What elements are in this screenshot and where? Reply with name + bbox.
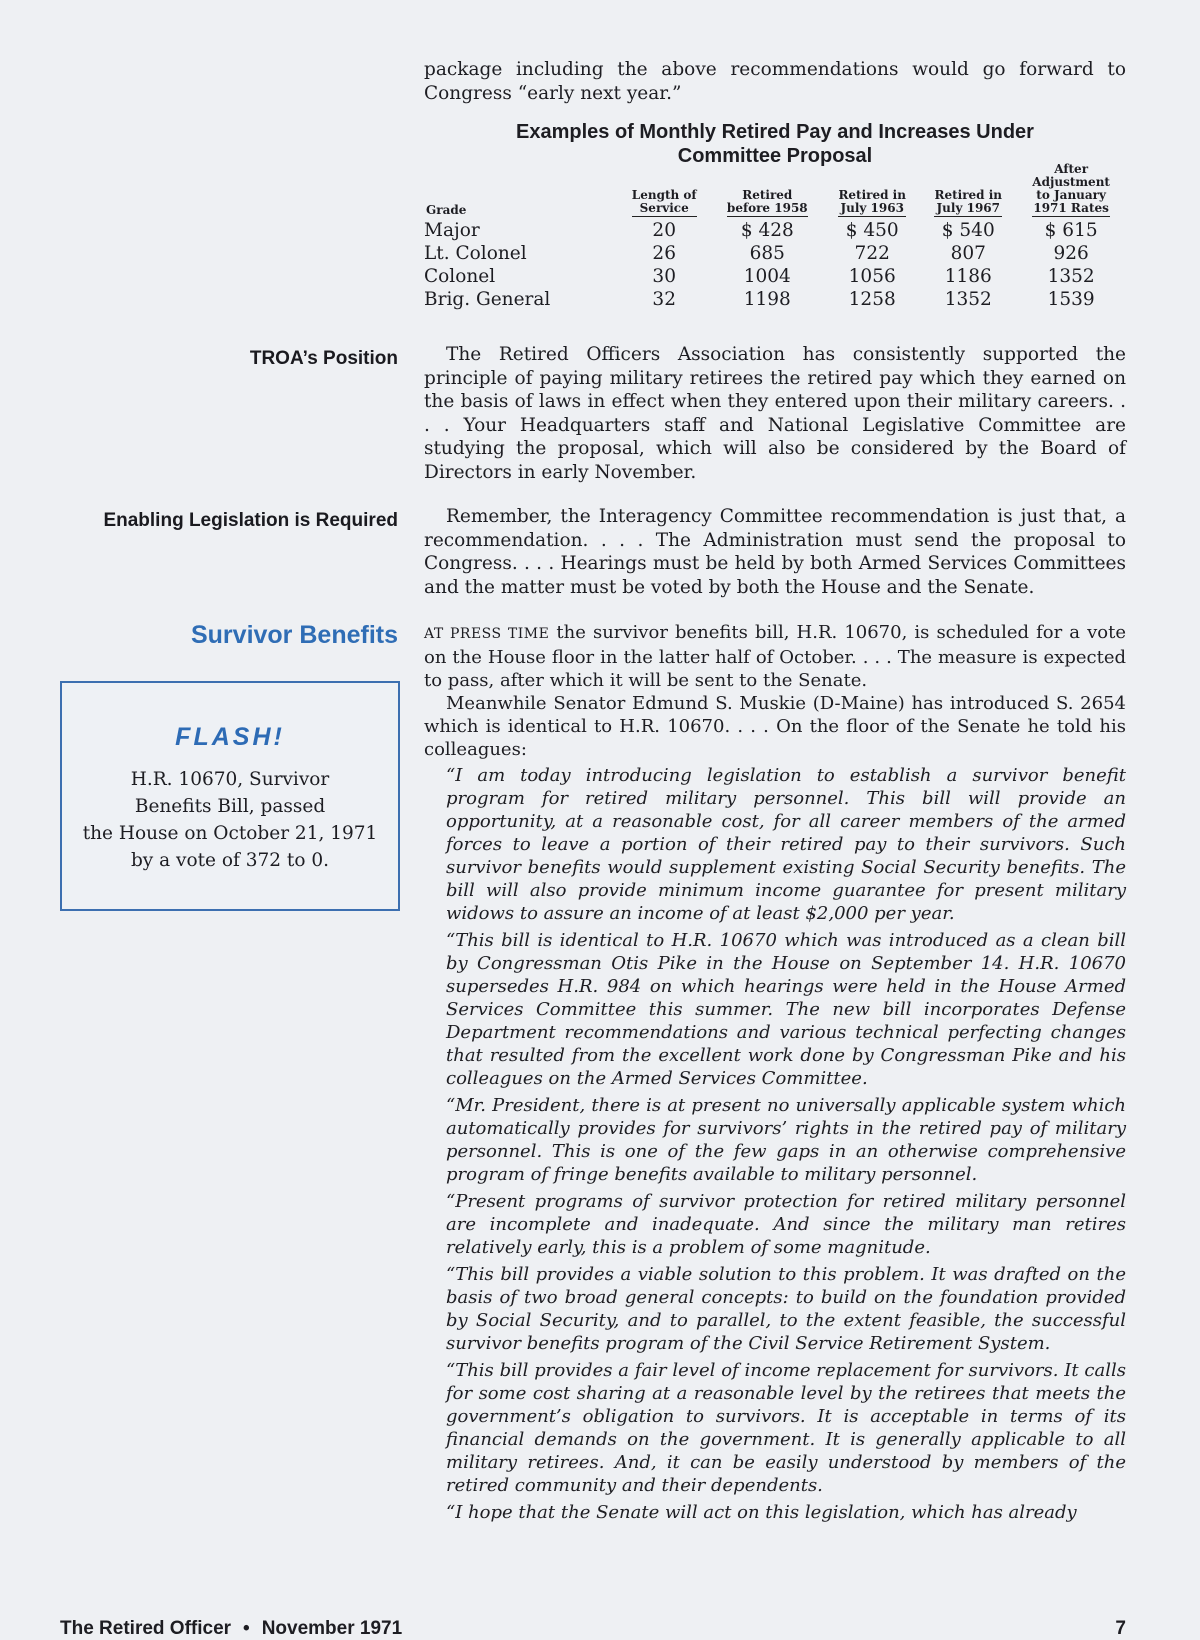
header-grade: Grade — [426, 203, 467, 217]
quote-paragraph: “I hope that the Senate will act on this legislation, which has already — [446, 1502, 1077, 1523]
cell-grade: Lt. Colonel — [424, 243, 527, 264]
cell-r63: 1056 — [848, 266, 896, 287]
troa-position-section — [424, 343, 1126, 484]
table-row — [424, 219, 1126, 242]
table-title-line1: Examples of Monthly Retired Pay and Increases Under — [516, 121, 1034, 143]
issue-date: November 1971 — [261, 1618, 403, 1639]
enabling-legislation-section — [424, 505, 1126, 599]
troa-position-text: The Retired Officers Association has consistently supported the principle of paying military retirees the retired pay which they earned on the basis of laws in effect when they entered upon their military careers. . . . Your Headquarters staff and National Legislative Committee are studying the proposal, which will also be considered by the Board of Directors in early November. — [424, 344, 1126, 483]
enabling-legislation-text: Remember, the Interagency Committee recommendation is just that, a recommendation. . . . The Administration must send the proposal to Congress. . . . Hearings must be held by both Armed Services Committees and the matter must be voted by both the House and the Senate. — [424, 506, 1126, 598]
cell-r67: 1352 — [944, 289, 992, 310]
cell-service: 32 — [652, 289, 676, 310]
publication-name: The Retired Officer — [60, 1618, 232, 1639]
intro-text: package including the above recommendations would go forward to Congress “early next year.” — [424, 59, 1126, 104]
retired-pay-table — [424, 163, 1126, 311]
quote-paragraph: “This bill provides a viable solution to this problem. It was drafted on the basis of two broad general concepts: to build on the foundation provided by Social Security, and to parallel, to the extent feasible, the successful survivor benefits program of the Civil Service Retirement System. — [446, 1264, 1126, 1354]
page-number: 7 — [1115, 1618, 1126, 1639]
cell-r58: $ 428 — [740, 220, 794, 241]
flash-line: H.R. 10670, Survivor — [130, 769, 330, 790]
footer-separator: • — [243, 1618, 250, 1639]
table-row — [424, 265, 1126, 288]
cell-r67: $ 540 — [941, 220, 995, 241]
flash-line: by a vote of 372 to 0. — [130, 850, 330, 871]
cell-service: 26 — [652, 243, 676, 264]
quote-paragraph: “Mr. President, there is at present no universally applicable system which automatically provides for survivors’ rights in the retired pay of military personnel. This is one of the few gaps in an otherwise comprehensive program of fringe benefits available to military personnel. — [446, 1095, 1126, 1185]
cell-r63: 1258 — [848, 289, 896, 310]
flash-text — [62, 766, 398, 874]
cell-r58: 1004 — [743, 266, 791, 287]
lead-small-caps: AT PRESS TIME — [424, 626, 550, 642]
header-retired-july-1963: Retired in July 1963 — [838, 188, 906, 215]
header-retired-before-1958: Retired before 1958 — [726, 188, 808, 215]
cell-r67: 807 — [950, 243, 986, 264]
table-header-row — [424, 163, 1126, 219]
header-after-adjustment: After Adjustment to January 1971 Rates — [1032, 162, 1110, 215]
cell-grade: Brig. General — [424, 289, 551, 310]
flash-line: Benefits Bill, passed — [134, 796, 326, 817]
quote-paragraph: “Present programs of survivor protection for retired military personnel are incomplete and inadequate. And since the military man retires relatively early, this is a problem of some magnitude. — [446, 1191, 1126, 1258]
cell-service: 30 — [652, 266, 676, 287]
quote-paragraph: “This bill is identical to H.R. 10670 which was introduced as a clean bill by Congressman Otis Pike in the House on September 14. H.R. 10670 supersedes H.R. 984 on which hearings were held in the House Armed Services Committee this summer. The new bill incorporates Defense Department recommendations and various technical perfecting changes that resulted from the excellent work done by Congressman Pike and his colleagues on the Armed Services Committee. — [446, 930, 1126, 1089]
quote-paragraph: “This bill provides a fair level of income replacement for survivors. It calls for some cost sharing at a reasonable level by the retirees that meets the government’s obligation to survivors. It is acceptable in terms of its financial demands on the government. It is generally applicable to all military retirees. And, it can be easily understood by members of the retired community and their dependents. — [446, 1360, 1126, 1496]
header-retired-july-1967: Retired in July 1967 — [934, 188, 1003, 215]
cell-r58: 1198 — [743, 289, 791, 310]
cell-grade: Colonel — [424, 266, 496, 287]
table-row — [424, 242, 1126, 265]
survivor-para2: Meanwhile Senator Edmund S. Muskie (D-Maine) has introduced S. 2654 which is identical to H.R. 10670. . . . On the floor of the Senate he told his colleagues: — [424, 693, 1126, 760]
survivor-benefits-section — [424, 621, 1126, 1524]
table-row — [424, 288, 1126, 311]
cell-r58: 685 — [749, 243, 785, 264]
cell-adj: $ 615 — [1044, 220, 1098, 241]
survivor-para1 — [424, 621, 1126, 692]
survivor-para1-text: the survivor benefits bill, H.R. 10670, is scheduled for a vote on the House floor in the latter half of October. . . . The measure is expected to pass, after which it will be sent to the Senate. — [424, 622, 1126, 691]
cell-r67: 1186 — [944, 266, 992, 287]
table-title-line2: Committee Proposal — [677, 145, 873, 167]
header-length-of-service: Length of Service — [631, 188, 697, 215]
cell-r63: $ 450 — [845, 220, 899, 241]
cell-grade: Major — [424, 220, 480, 241]
intro-paragraph — [424, 58, 1126, 105]
flash-title: FLASH! — [175, 723, 285, 751]
cell-adj: 1352 — [1047, 266, 1095, 287]
enabling-legislation-heading: Enabling Legislation is Required — [103, 510, 398, 531]
flash-box — [60, 681, 400, 911]
cell-adj: 926 — [1053, 243, 1089, 264]
cell-adj: 1539 — [1047, 289, 1095, 310]
page-footer — [60, 1618, 1126, 1640]
table-title — [424, 120, 1126, 168]
troa-position-heading: TROA’s Position — [249, 348, 398, 369]
quote-paragraph: “I am today introducing legislation to establish a survivor benefit program for retired military personnel. This bill will provide an opportunity, at a reasonable cost, for all career members of the armed forces to leave a portion of their retired pay to their survivors. Such survivor benefits would supplement existing Social Security benefits. The bill will also provide minimum income guarantee for present military widows to assure an income of at least $2,000 per year. — [446, 765, 1126, 924]
cell-r63: 722 — [854, 243, 890, 264]
survivor-benefits-heading: Survivor Benefits — [190, 621, 398, 649]
flash-line: the House on October 21, 1971 — [82, 823, 378, 844]
cell-service: 20 — [652, 220, 676, 241]
